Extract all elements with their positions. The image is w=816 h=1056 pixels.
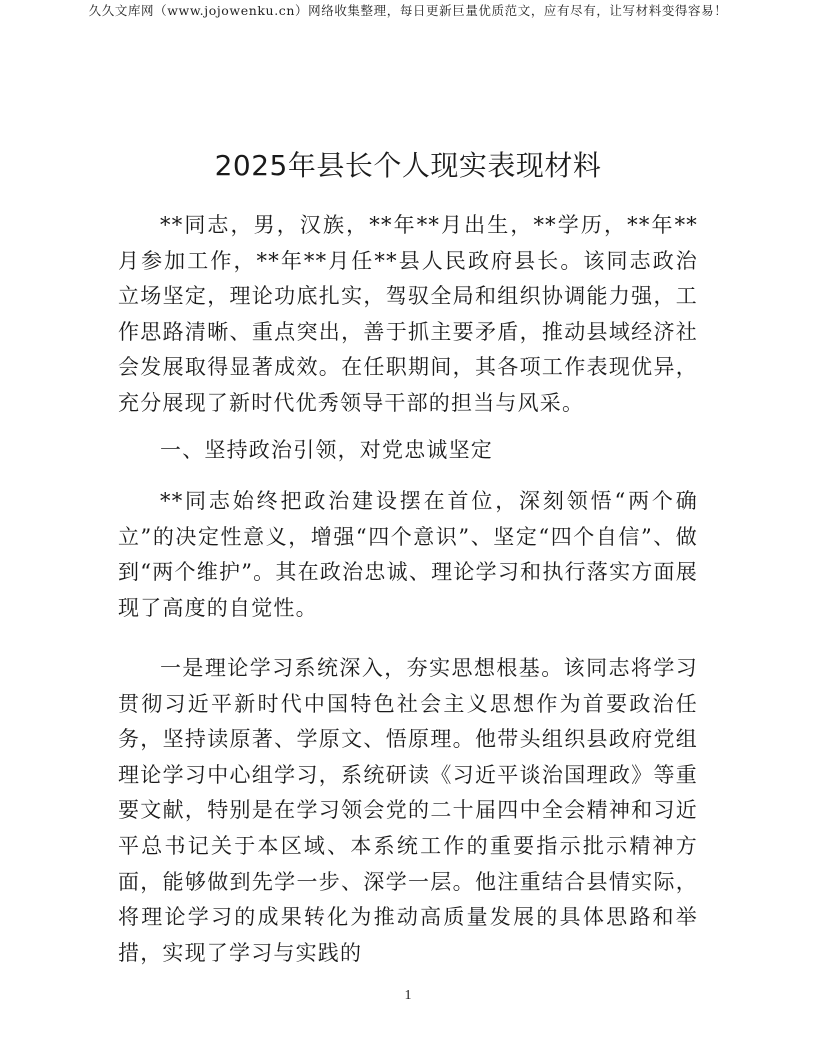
- site-banner: 久久文库网（www.jojowenku.cn）网络收集整理，每日更新巨量优质范文，应有尽有，让写材料变得容易！: [88, 3, 728, 18]
- page-number: 1: [404, 988, 412, 1003]
- section-heading: 一、坚持政治引领，对党忠诚坚定: [160, 438, 493, 462]
- intro-paragraph: **同志，男，汉族，**年**月出生，**学历，**年**月参加工作，**年**月任**县人民政府县长。该同志政治立场坚定，理论功底扎实，驾驭全局和组织协调能力强，工作思路清晰、重点突出，善于抓主要矛盾，推动县域经济社会发展取得显著成效。在任职期间，其各项工作表现优异，充分展现了新时代优秀领导干部的担当与风采。: [118, 213, 698, 415]
- section-paragraph: **同志始终把政治建设摆在首位，深刻领悟“两个确立”的决定性意义，增强“四个意识”、坚定“四个自信”、做到“两个维护”。其在政治忠诚、理论学习和执行落实方面展现了高度的自觉性。: [118, 489, 698, 620]
- point-paragraph: 一是理论学习系统深入，夯实思想根基。该同志将学习贯彻习近平新时代中国特色社会主义思想作为首要政治任务，坚持读原著、学原文、悟原理。他带头组织县政府党组理论学习中心组学习，系统研读《习近平谈治国理政》等重要文献，特别是在学习领会党的二十届四中全会精神和习近平总书记关于本区域、本系统工作的重要指示批示精神方面，能够做到先学一步、深学一层。他注重结合县情实际，将理论学习的成果转化为推动高质量发展的具体思路和举措，实现了学习与实践的: [118, 656, 698, 965]
- document-title: 2025年县长个人现实表现材料: [214, 149, 602, 182]
